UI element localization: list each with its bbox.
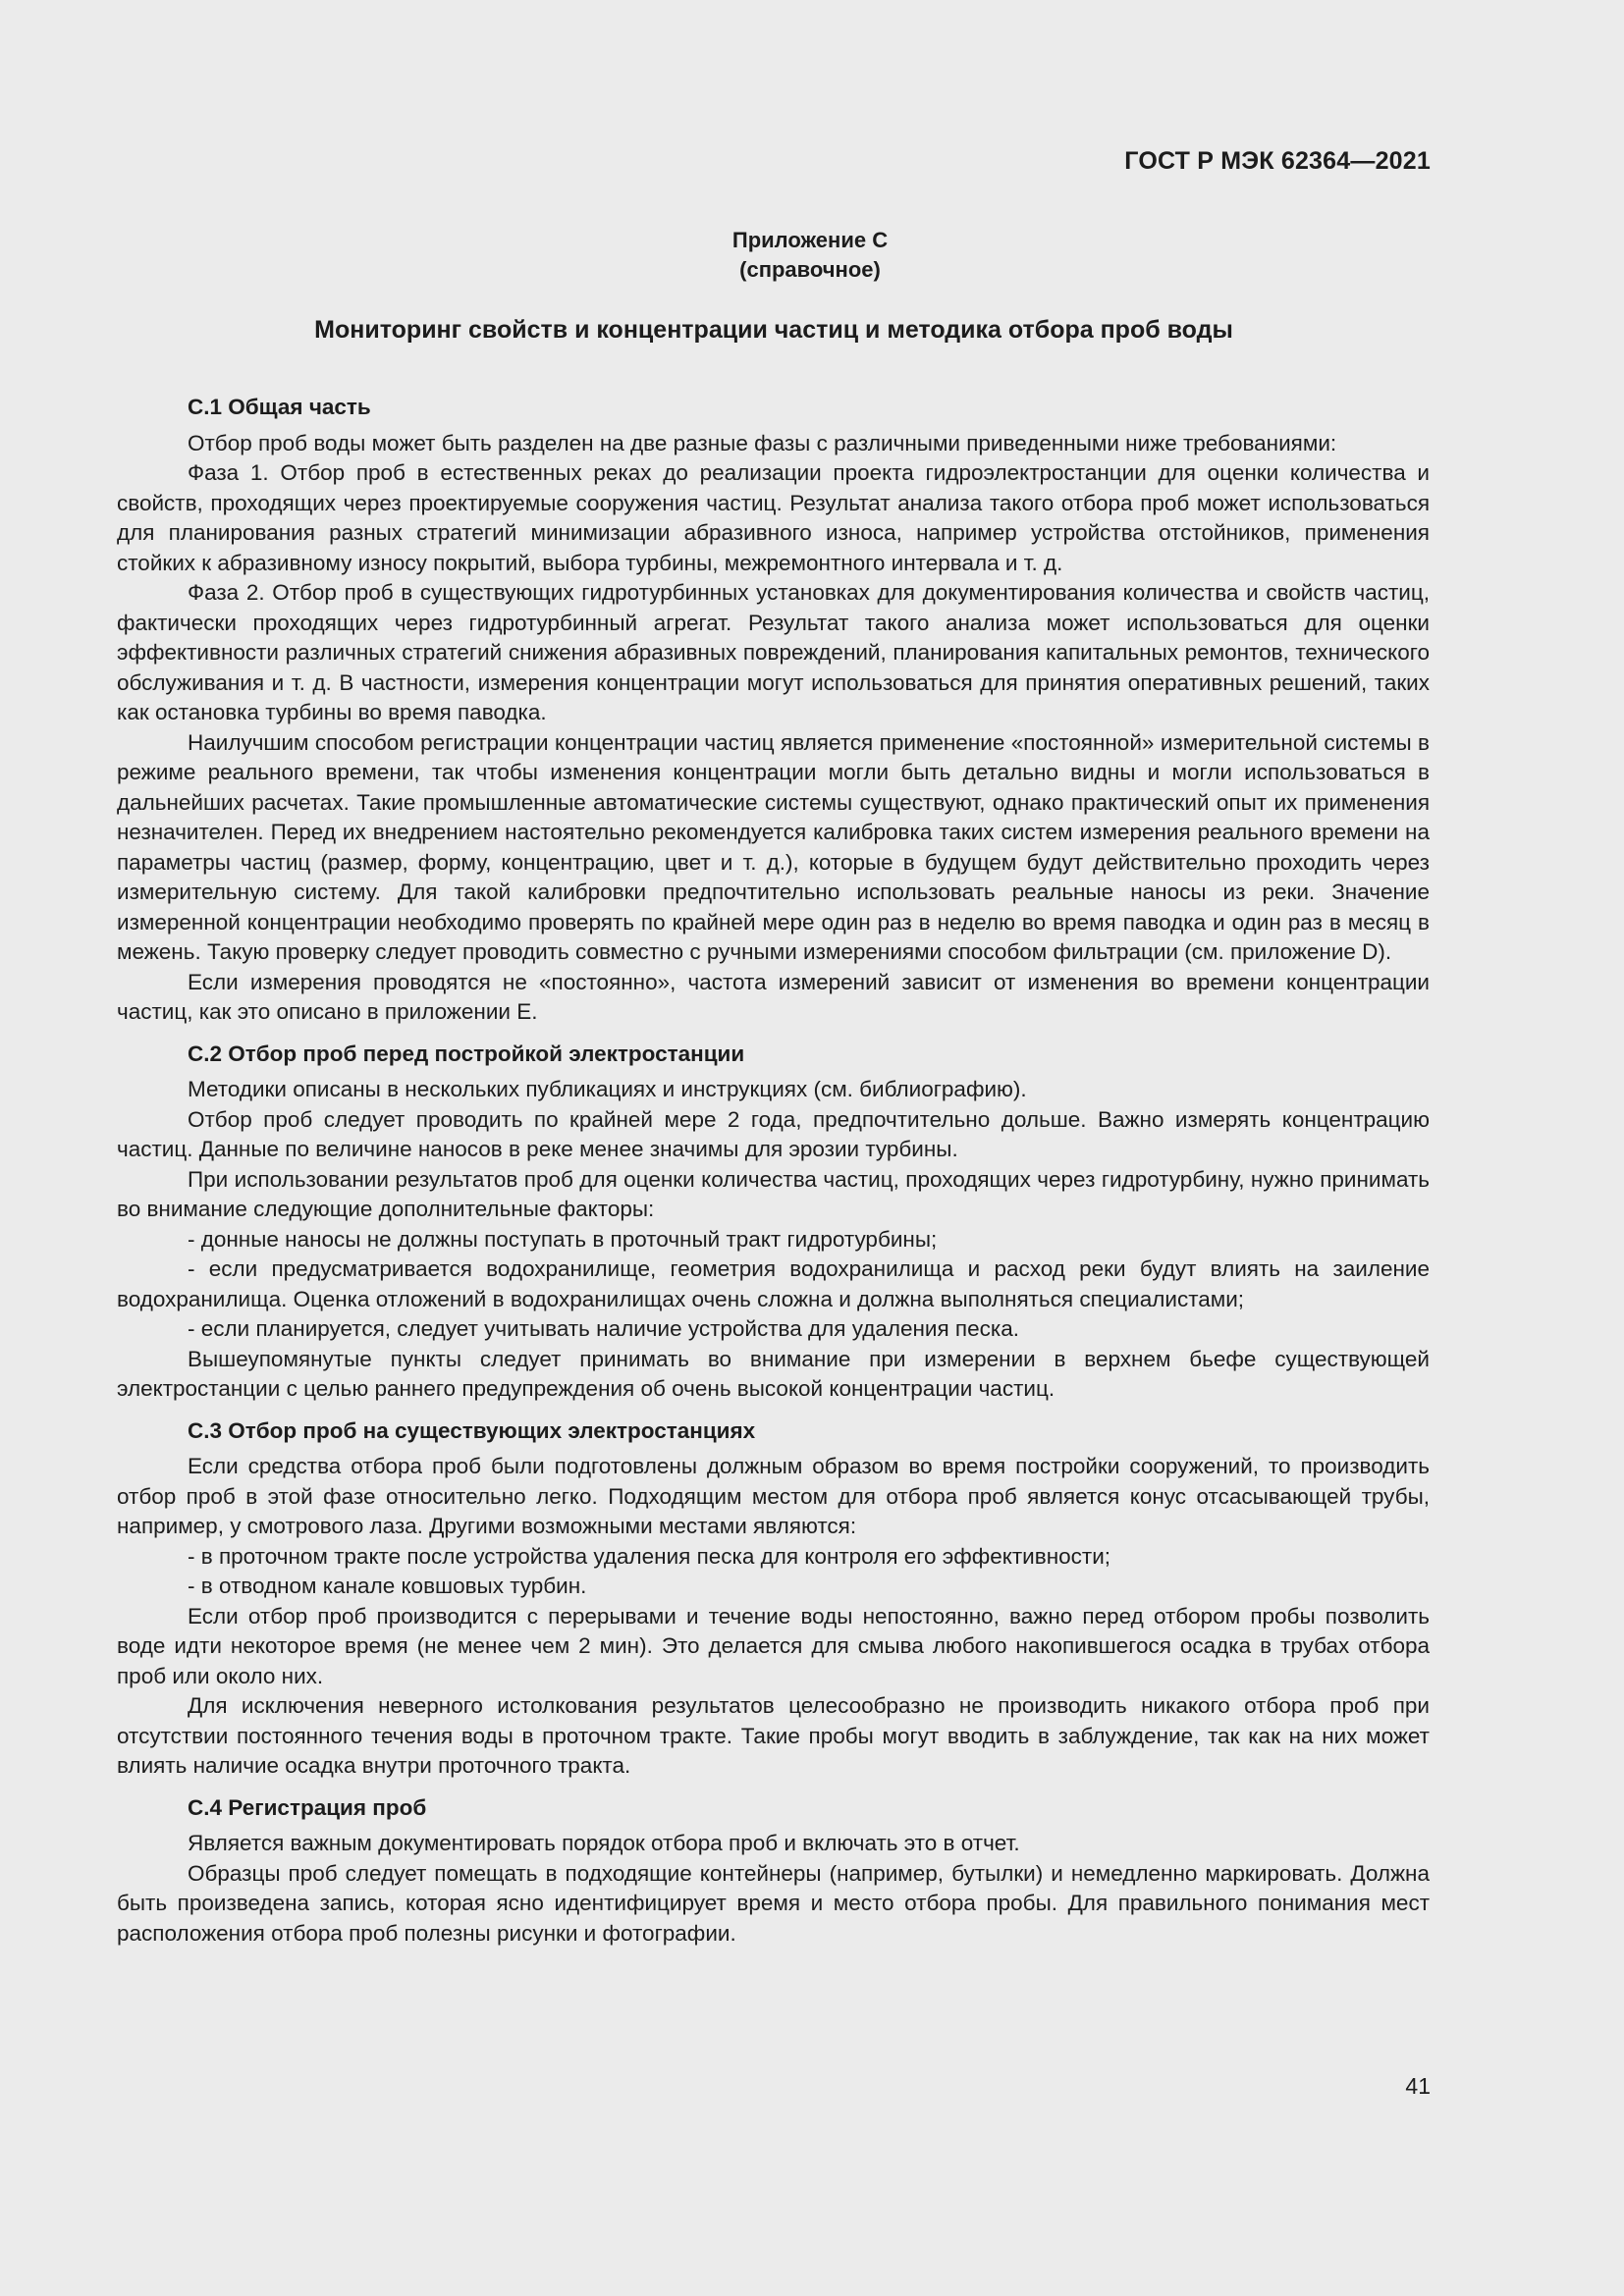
section-heading: С.3 Отбор проб на существующих электростанциях xyxy=(188,1417,756,1443)
paragraph: Образцы проб следует помещать в подходящие контейнеры (например, бутылки) и немедленно маркировать. Должна быть произведена запись, которая ясно идентифицирует время и место отбора пробы. Для правильного понимания мест расположения отбора проб полезны рисунки и фотографии. xyxy=(117,1860,1430,1946)
section-c1 xyxy=(117,393,1430,1028)
section-c3 xyxy=(117,1416,1430,1782)
section-heading: С.4 Регистрация проб xyxy=(188,1794,427,1820)
paragraph: Фаза 1. Отбор проб в естественных реках до реализации проекта гидроэлектростанции для оценки количества и свойств, проходящих через проектируемые сооружения частиц. Результат анализа такого отбора проб может использоваться для планирования разных стратегий минимизации абразивного износа, например устройства отстойников, применения стойких к абразивному износу покрытий, выбора турбины, межремонтного интервала и т. д. xyxy=(117,460,1430,575)
paragraph: При использовании результатов проб для оценки количества частиц, проходящих через гидротурбину, нужно принимать во внимание следующие дополнительные факторы: xyxy=(117,1166,1430,1221)
annex-title: Мониторинг свойств и концентрации частиц и методика отбора проб воды xyxy=(314,316,1233,344)
page-number: 41 xyxy=(1405,2073,1431,2099)
list-item: - донные наносы не должны поступать в проточный тракт гидротурбины; xyxy=(188,1226,938,1252)
paragraph: Наилучшим способом регистрации концентрации частиц является применение «постоянной» измерительной системы в режиме реального времени, так чтобы изменения концентрации могли быть детально видны и могли использоваться в дальнейших расчетах. Такие промышленные автоматические системы существуют, однако практический опыт их применения незначителен. Перед их внедрением настоятельно рекомендуется калибровка таких систем измерения реального времени на параметры частиц (размер, форму, концентрацию, цвет и т. д.), которые в будущем будут действительно проходить через измерительную систему. Для такой калибровки предпочтительно использовать реальные наносы из реки. Значение измеренной концентрации необходимо проверять по крайней мере один раз в неделю во время паводка и один раз в месяц в межень. Такую проверку следует проводить совместно с ручными измерениями способом фильтрации (см. приложение D). xyxy=(117,729,1430,964)
paragraph: Является важным документировать порядок отбора проб и включать это в отчет. xyxy=(188,1831,1020,1855)
paragraph: Вышеупомянутые пункты следует принимать во внимание при измерении в верхнем бьефе существующей электростанции с целью раннего предупреждения об очень высокой концентрации частиц. xyxy=(117,1346,1430,1401)
section-c4 xyxy=(117,1793,1430,1949)
list-item: - в проточном тракте после устройства удаления песка для контроля его эффективности; xyxy=(188,1543,1111,1569)
annex-type: (справочное) xyxy=(739,257,881,282)
section-c2 xyxy=(117,1040,1430,1405)
section-heading: С.2 Отбор проб перед постройкой электростанции xyxy=(188,1041,745,1066)
paragraph: Если отбор проб производится с перерывами и течение воды непостоянно, важно перед отбором пробы позволить воде идти некоторое время (не менее чем 2 мин). Это делается для смыва любого накопившегося осадка в трубах отбора проб или около них. xyxy=(117,1603,1430,1688)
paragraph: Фаза 2. Отбор проб в существующих гидротурбинных установках для документирования количества и свойств частиц, фактически проходящих через гидротурбинный агрегат. Результат такого анализа может использоваться для оценки эффективности различных стратегий снижения абразивных повреждений, планирования капитальных ремонтов, технического обслуживания и т. д. В частности, измерения концентрации могут использоваться для принятия оперативных решений, таких как остановка турбины во время паводка. xyxy=(117,580,1430,724)
paragraph: Отбор проб следует проводить по крайней мере 2 года, предпочтительно дольше. Важно измерять концентрацию частиц. Данные по величине наносов в реке менее значимы для эрозии турбины. xyxy=(117,1106,1430,1161)
list-item: - если планируется, следует учитывать наличие устройства для удаления песка. xyxy=(188,1316,1019,1341)
section-heading: С.1 Общая часть xyxy=(188,395,371,419)
paragraph: Если измерения проводятся не «постоянно», частота измерений зависит от изменения во времени концентрации частиц, как это описано в приложении Е. xyxy=(117,969,1430,1024)
document-body xyxy=(117,393,1430,1949)
document-standard-number: ГОСТ Р МЭК 62364—2021 xyxy=(1124,147,1431,175)
paragraph: Методики описаны в нескольких публикациях и инструкциях (см. библиографию). xyxy=(188,1077,1027,1101)
paragraph: Отбор проб воды может быть разделен на две разные фазы с различными приведенными ниже требованиями: xyxy=(188,430,1337,455)
annex-label: Приложение С xyxy=(731,228,889,252)
annex-heading xyxy=(0,226,1622,285)
list-item: - если предусматривается водохранилище, геометрия водохранилища и расход реки будут влиять на заиление водохранилища. Оценка отложений в водохранилищах очень сложна и должна выполняться специалистами; xyxy=(117,1256,1430,1311)
paragraph: Если средства отбора проб были подготовлены должным образом во время постройки сооружений, то производить отбор проб в этой фазе относительно легко. Подходящим местом для отбора проб является конус отсасывающей трубы, например, у смотрового лаза. Другими возможными местами являются: xyxy=(117,1454,1430,1538)
paragraph: Для исключения неверного истолкования результатов целесообразно не производить никакого отбора проб при отсутствии постоянного течения воды в проточном тракте. Такие пробы могут вводить в заблуждение, так как на них может влиять наличие осадка внутри проточного тракта. xyxy=(117,1693,1430,1778)
list-item: - в отводном канале ковшовых турбин. xyxy=(188,1574,587,1598)
